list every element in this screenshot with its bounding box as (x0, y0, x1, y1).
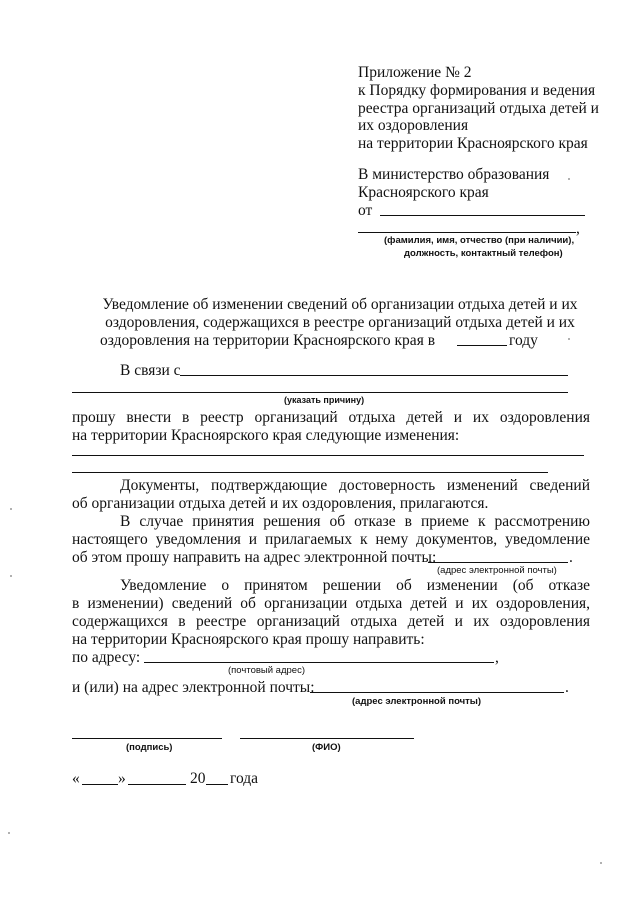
year-suffix: года (230, 770, 259, 787)
postal-address-field-line[interactable] (144, 662, 494, 663)
addressee-line-1: В министерство образования (358, 166, 550, 183)
title-line-3-end: году (509, 332, 538, 349)
refusal-line-1: В случае принятия решения об отказе в приеме к рассмотрению (120, 513, 590, 530)
title-line-2: оздоровления, содержащихся в реестре организаций отдыха детей и их (105, 314, 575, 331)
from-label: от (358, 202, 373, 219)
from-comma: , (576, 220, 580, 237)
addressee-hint-1: (фамилия, имя, отчество (при наличии), (384, 235, 575, 246)
full-name-hint: (ФИО) (312, 742, 341, 753)
email-hint-2: (адрес электронной почты) (352, 696, 482, 707)
reason-label: В связи с (120, 362, 181, 379)
appendix-line-5: на территории Красноярского края (358, 135, 588, 152)
address-hint: (почтовый адрес) (228, 665, 305, 676)
title-line-3-start: оздоровления на территории Красноярского края в (100, 332, 436, 349)
request-line-1: прошу внести в реестр организаций отдыха детей и их оздоровления (72, 409, 590, 426)
notice-line-4: на территории Красноярского края прошу направить: (72, 631, 425, 648)
addressee-hint-2: должность, контактный телефон) (404, 248, 563, 259)
year-field-line[interactable] (457, 345, 507, 346)
refusal-line-2: настоящего уведомления и прилагаемых к нему документов, уведомление (72, 531, 590, 548)
reason-field-line-2[interactable] (72, 392, 568, 393)
notice-line-1: Уведомление о принятом решении об изменении (об отказе (120, 577, 590, 594)
scan-speck (568, 178, 570, 180)
refusal-line-3: об этом прошу направить на адрес электронной почты: (72, 549, 437, 566)
scan-speck (10, 508, 12, 510)
docs-line-2: об организации отдыха детей и их оздоровления, прилагаются. (72, 495, 489, 512)
notice-line-2: в изменении) сведений об организации отдыха детей и их оздоровления, (72, 595, 590, 612)
appendix-line-3: реестра организаций отдыха детей и (358, 100, 599, 117)
addressee-line-2: Красноярского края (358, 184, 489, 201)
docs-line-1: Документы, подтверждающие достоверность изменений сведений (120, 477, 590, 494)
email-period: . (565, 679, 569, 696)
scan-speck (10, 575, 12, 577)
notice-line-3: содержащихся в реестре организаций отдыха детей и их оздоровления (72, 613, 590, 630)
appendix-line-2: к Порядку формирования и ведения (358, 82, 596, 99)
day-field-line[interactable] (82, 784, 118, 785)
changes-field-line-2[interactable] (72, 472, 548, 473)
address-comma: , (495, 649, 499, 666)
address-label: по адресу: (72, 649, 141, 666)
email-hint-1: (адрес электронной почты) (437, 565, 557, 576)
year-prefix: 20 (190, 770, 206, 787)
signature-field-line[interactable] (72, 738, 222, 739)
scan-speck (568, 338, 570, 340)
from-field-line[interactable] (380, 215, 585, 216)
year-field-line-2[interactable] (206, 784, 228, 785)
scan-speck (600, 862, 602, 864)
date-open-quote: « (72, 770, 80, 787)
email-field-line[interactable] (310, 692, 564, 693)
reason-field-line[interactable] (180, 375, 568, 376)
request-line-2: на территории Красноярского края следующие изменения: (72, 427, 460, 444)
reason-hint: (указать причину) (284, 395, 365, 405)
full-name-field-line[interactable] (240, 738, 414, 739)
changes-field-line-1[interactable] (72, 455, 584, 456)
from-field-line-2[interactable] (358, 232, 576, 233)
refusal-period: . (569, 549, 573, 566)
email-label: и (или) на адрес электронной почты: (72, 679, 315, 696)
refusal-email-field-line[interactable] (428, 562, 568, 563)
title-line-1: Уведомление об изменении сведений об организации отдыха детей и их (102, 296, 578, 313)
appendix-number: Приложение № 2 (358, 64, 472, 81)
month-field-line[interactable] (128, 784, 186, 785)
date-close-quote: » (118, 770, 126, 787)
appendix-line-4: их оздоровления (358, 117, 469, 134)
signature-hint: (подпись) (126, 742, 173, 753)
scan-speck (8, 832, 10, 834)
